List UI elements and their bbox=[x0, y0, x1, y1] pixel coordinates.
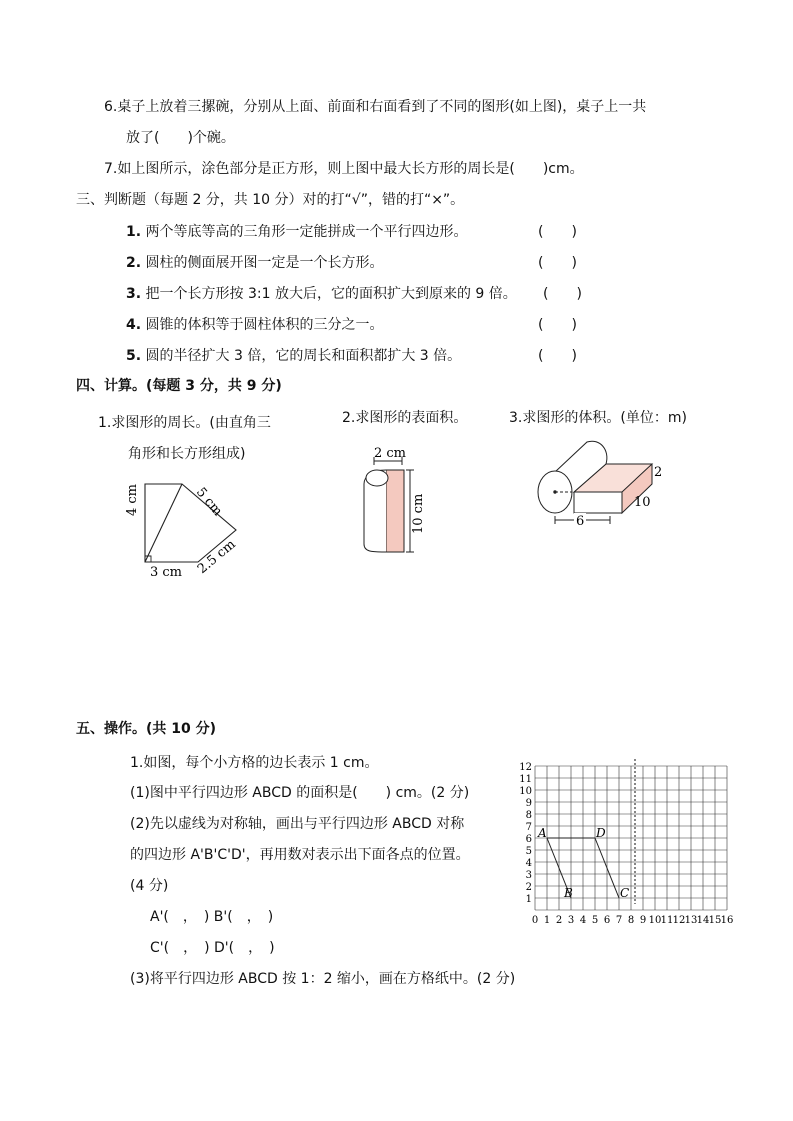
judge-answer-2[interactable]: ( ) bbox=[538, 255, 577, 271]
operate-part2-line3: (4 分) bbox=[130, 878, 169, 894]
judge-answer-3[interactable]: ( ) bbox=[543, 286, 582, 302]
question-7: 7.如上图所示，涂色部分是正方形，则上图中最大长方形的周长是( )cm。 bbox=[104, 161, 584, 177]
y-tick-label: 9 bbox=[525, 798, 532, 809]
judge-item-4 bbox=[126, 316, 384, 334]
judge-item-3 bbox=[126, 285, 517, 303]
x-tick-label: 10 bbox=[648, 915, 662, 926]
calc-q2: 2.求图形的表面积。 bbox=[342, 410, 468, 426]
x-axis-labels bbox=[532, 915, 734, 926]
judge-item-num: 5. bbox=[126, 348, 142, 364]
question-6-line2: 放了( )个碗。 bbox=[126, 130, 235, 146]
y-axis-labels bbox=[519, 762, 532, 905]
label-6: 6 bbox=[576, 514, 585, 529]
y-tick-label: 11 bbox=[519, 774, 532, 785]
section-calc-title: 四、计算。(每题 3 分，共 9 分) bbox=[76, 378, 282, 394]
x-tick-label: 3 bbox=[567, 915, 575, 926]
cylinder-top bbox=[366, 470, 388, 486]
point-a-label: A bbox=[538, 826, 547, 840]
coord-ab: A'( ， ) B'( ， ) bbox=[150, 909, 274, 925]
x-tick-label: 9 bbox=[639, 915, 647, 926]
label-10cm: 10 cm bbox=[411, 493, 426, 534]
unrolled-side-rect bbox=[386, 470, 404, 552]
judge-item-text: 圆柱的侧面展开图一定是一个长方形。 bbox=[145, 255, 384, 271]
judge-item-text: 圆的半径扩大 3 倍，它的周长和面积都扩大 3 倍。 bbox=[145, 348, 462, 364]
operate-part2-line2: 的四边形 A'B'C'D'，再用数对表示出下面各点的位置。 bbox=[130, 847, 470, 863]
label-4cm: 4 cm bbox=[125, 483, 140, 516]
calc-q1-line2: 角形和长方形组成) bbox=[128, 446, 246, 462]
x-tick-label: 12 bbox=[672, 915, 686, 926]
figure-cylinder-unrolled bbox=[350, 440, 430, 565]
section-judge-title: 三、判断题（每题 2 分，共 10 分）对的打“√”，错的打“×”。 bbox=[76, 192, 465, 208]
label-2cm: 2 cm bbox=[374, 446, 407, 461]
y-tick-label: 6 bbox=[525, 834, 532, 845]
operate-q1: 1.如图，每个小方格的边长表示 1 cm。 bbox=[130, 755, 379, 771]
coordinate-grid bbox=[514, 757, 738, 929]
operate-part3: (3)将平行四边形 ABCD 按 1：2 缩小，画在方格纸中。(2 分) bbox=[130, 971, 516, 987]
judge-item-2 bbox=[126, 254, 384, 272]
calc-q3: 3.求图形的体积。(单位：m) bbox=[509, 410, 687, 426]
x-tick-label: 0 bbox=[531, 915, 539, 926]
section-operate-title: 五、操作。(共 10 分) bbox=[76, 721, 217, 737]
label-2-5cm: 2.5 cm bbox=[194, 537, 239, 578]
x-tick-label: 6 bbox=[603, 915, 611, 926]
y-tick-label: 8 bbox=[525, 810, 532, 821]
judge-item-text: 把一个长方形按 3:1 放大后，它的面积扩大到原来的 9 倍。 bbox=[145, 286, 517, 302]
judge-item-num: 4. bbox=[126, 317, 142, 333]
y-tick-label: 7 bbox=[525, 822, 532, 833]
calc-q1-line1: 1.求图形的周长。(由直角三 bbox=[98, 415, 271, 431]
operate-part2-line1: (2)先以虚线为对称轴，画出与平行四边形 ABCD 对称 bbox=[130, 816, 465, 832]
figure-diagonal bbox=[145, 484, 182, 562]
y-tick-label: 5 bbox=[525, 846, 532, 857]
figure-cylinder-box bbox=[530, 440, 680, 530]
x-tick-label: 16 bbox=[720, 915, 734, 926]
point-d-label: D bbox=[596, 826, 606, 840]
box-front-face bbox=[574, 492, 622, 513]
operate-part1: (1)图中平行四边形 ABCD 的面积是( ) cm。(2 分) bbox=[130, 785, 470, 801]
x-tick-label: 2 bbox=[555, 915, 563, 926]
label-3cm: 3 cm bbox=[150, 565, 183, 580]
judge-item-num: 2. bbox=[126, 255, 142, 271]
figure-triangle-rectangle bbox=[120, 468, 260, 583]
y-tick-label: 3 bbox=[525, 870, 532, 881]
coord-cd: C'( ， ) D'( ， ) bbox=[150, 940, 275, 956]
x-tick-label: 15 bbox=[708, 915, 722, 926]
judge-item-num: 3. bbox=[126, 286, 142, 302]
point-b-label: B bbox=[564, 886, 573, 900]
x-tick-label: 5 bbox=[591, 915, 599, 926]
x-tick-label: 4 bbox=[579, 915, 587, 926]
judge-item-1 bbox=[126, 223, 468, 241]
y-tick-label: 4 bbox=[525, 858, 532, 869]
label-2: 2 bbox=[654, 465, 663, 480]
y-tick-label: 12 bbox=[519, 762, 532, 773]
judge-item-5 bbox=[126, 347, 461, 365]
x-tick-label: 11 bbox=[660, 915, 674, 926]
y-tick-label: 10 bbox=[519, 786, 532, 797]
judge-answer-5[interactable]: ( ) bbox=[538, 348, 577, 364]
x-tick-label: 8 bbox=[627, 915, 635, 926]
judge-item-num: 1. bbox=[126, 224, 142, 240]
y-tick-label: 2 bbox=[525, 882, 532, 893]
x-tick-label: 14 bbox=[696, 915, 710, 926]
question-6-line1: 6.桌子上放着三摞碗，分别从上面、前面和右面看到了不同的图形(如上图)，桌子上一共 bbox=[104, 99, 647, 115]
judge-item-text: 圆锥的体积等于圆柱体积的三分之一。 bbox=[145, 317, 384, 333]
y-tick-label: 1 bbox=[525, 894, 532, 905]
point-c-label: C bbox=[620, 886, 630, 900]
x-tick-label: 7 bbox=[615, 915, 623, 926]
label-10: 10 bbox=[634, 495, 651, 510]
judge-item-text: 两个等底等高的三角形一定能拼成一个平行四边形。 bbox=[145, 224, 468, 240]
label-5cm: 5 cm bbox=[192, 484, 226, 520]
judge-answer-1[interactable]: ( ) bbox=[538, 224, 577, 240]
x-tick-label: 1 bbox=[543, 915, 551, 926]
x-tick-label: 13 bbox=[684, 915, 698, 926]
judge-answer-4[interactable]: ( ) bbox=[538, 317, 577, 333]
